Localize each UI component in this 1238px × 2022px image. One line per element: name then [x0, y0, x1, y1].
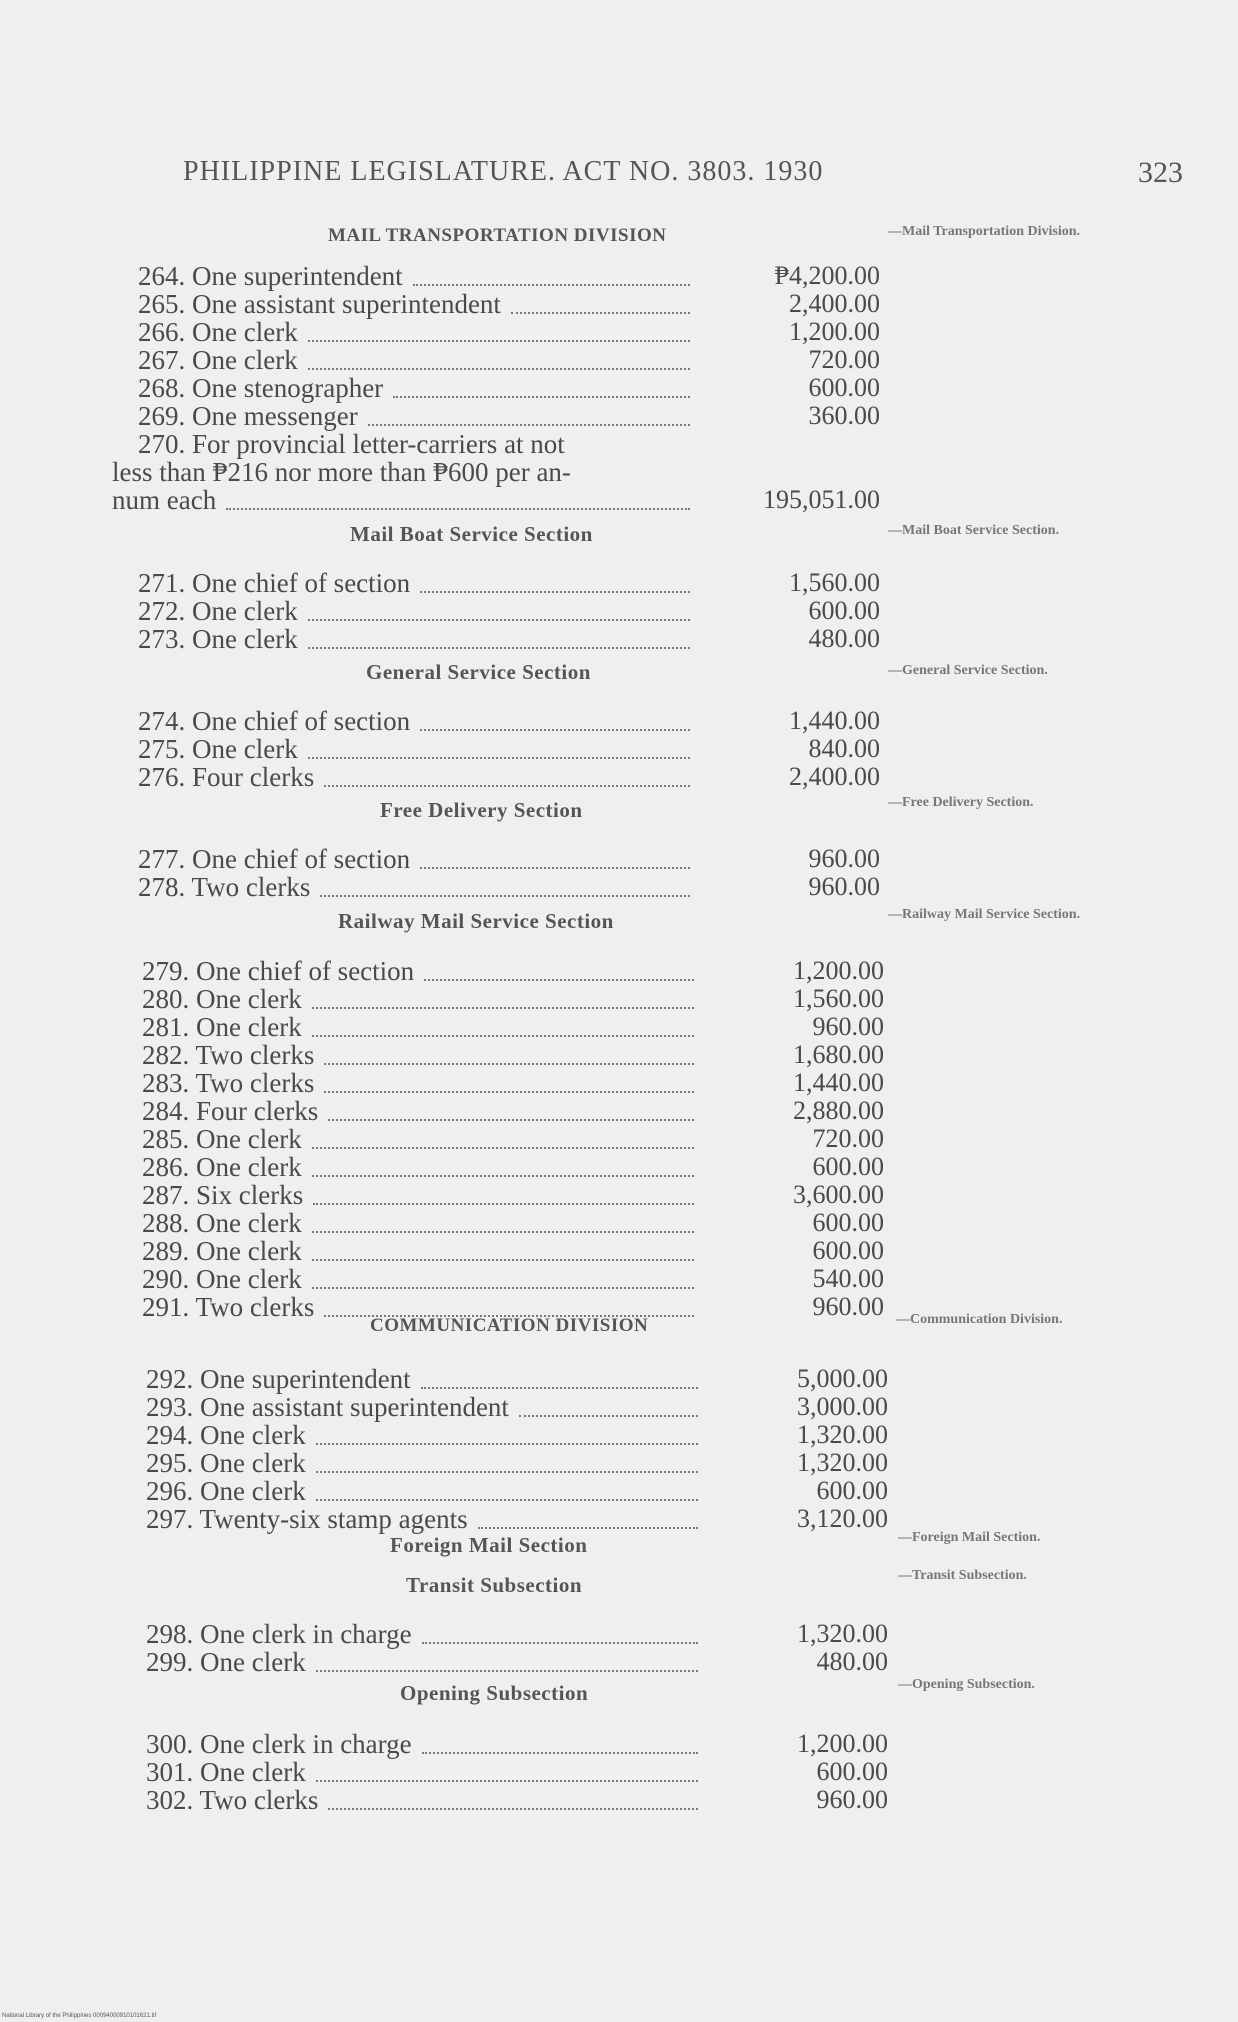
- section-heading-railway-mail: Railway Mail Service Section: [338, 909, 614, 933]
- entry-amount: 360.00: [808, 401, 880, 430]
- leader-dots: [316, 1471, 698, 1473]
- entry-label: 271. One chief of section: [138, 568, 411, 598]
- leader-dots: [316, 1670, 698, 1672]
- leader-dots: [420, 729, 690, 731]
- leader-dots: [316, 1443, 698, 1445]
- entry-label: 272. One clerk: [138, 596, 298, 626]
- entry-amount: 480.00: [816, 1647, 888, 1676]
- entry-amount: 600.00: [812, 1152, 884, 1181]
- leader-dots: [413, 284, 690, 286]
- entry-amount: 3,600.00: [793, 1180, 884, 1209]
- leader-dots: [324, 1091, 694, 1093]
- leader-dots: [328, 1808, 698, 1810]
- leader-dots: [308, 647, 690, 649]
- leader-dots: [324, 785, 690, 787]
- leader-dots: [316, 1780, 698, 1782]
- entry-amount: 3,120.00: [797, 1504, 888, 1533]
- entry-amount: 960.00: [808, 844, 880, 873]
- entry-label: 286. One clerk: [142, 1152, 302, 1182]
- entry-label: 298. One clerk in charge: [146, 1619, 412, 1649]
- entry-amount: 1,680.00: [793, 1040, 884, 1069]
- leader-dots: [393, 396, 690, 398]
- margin-note: —Transit Subsection.: [898, 1568, 1027, 1583]
- entry-amount: 1,560.00: [789, 568, 880, 597]
- section-heading-foreign-mail: Foreign Mail Section: [390, 1533, 588, 1557]
- leader-dots: [312, 1007, 694, 1009]
- entry-label: 301. One clerk: [146, 1757, 306, 1787]
- entry-amount: ₱4,200.00: [774, 261, 880, 290]
- entry-label: 275. One clerk: [138, 734, 298, 764]
- section-heading-communication: COMMUNICATION DIVISION: [370, 1315, 649, 1336]
- entry-label: 290. One clerk: [142, 1264, 302, 1294]
- entry-amount: 1,320.00: [797, 1619, 888, 1648]
- leader-dots: [478, 1527, 698, 1529]
- margin-note: —Free Delivery Section.: [888, 795, 1034, 810]
- entry-label: 288. One clerk: [142, 1208, 302, 1238]
- leader-dots: [421, 1387, 698, 1389]
- entry-label: 269. One messenger: [138, 401, 358, 431]
- entry-label: 291. Two clerks: [142, 1292, 315, 1322]
- entry-label: 287. Six clerks: [142, 1180, 304, 1210]
- entry-amount: 600.00: [808, 596, 880, 625]
- entry-amount: 1,320.00: [797, 1448, 888, 1477]
- leader-dots: [312, 1035, 694, 1037]
- entry-amount: 600.00: [812, 1208, 884, 1237]
- margin-note: —Foreign Mail Section.: [898, 1530, 1041, 1545]
- leader-dots: [308, 619, 690, 621]
- leader-dots: [312, 1259, 694, 1261]
- entry-label: 302. Two clerks: [146, 1785, 319, 1815]
- entry-label: num each: [112, 485, 217, 515]
- entry-label: 279. One chief of section: [142, 956, 415, 986]
- entry-amount: 480.00: [808, 624, 880, 653]
- entry-amount: 1,200.00: [789, 317, 880, 346]
- entry-amount: 960.00: [812, 1012, 884, 1041]
- entry-amount: 195,051.00: [763, 485, 880, 514]
- margin-note: —Opening Subsection.: [898, 1677, 1035, 1692]
- leader-dots: [328, 1119, 694, 1121]
- entry-amount: 2,400.00: [789, 762, 880, 791]
- entry-label: 292. One superintendent: [146, 1364, 411, 1394]
- entry-amount: 720.00: [812, 1124, 884, 1153]
- entry-label: 277. One chief of section: [138, 844, 411, 874]
- entry-amount: 960.00: [808, 872, 880, 901]
- entry-amount: 1,320.00: [797, 1420, 888, 1449]
- entry-amount: 2,400.00: [789, 289, 880, 318]
- entry-label: 285. One clerk: [142, 1124, 302, 1154]
- entry-label: less than ₱216 nor more than ₱600 per an-: [112, 457, 571, 487]
- section-heading-transit: Transit Subsection: [406, 1573, 583, 1597]
- margin-note: —Communication Division.: [896, 1312, 1063, 1327]
- entry-label: 278. Two clerks: [138, 872, 311, 902]
- leader-dots: [316, 1499, 698, 1501]
- entry-label: 274. One chief of section: [138, 706, 411, 736]
- margin-note: —Mail Boat Service Section.: [888, 523, 1060, 538]
- entry-amount: 540.00: [812, 1264, 884, 1293]
- leader-dots: [308, 368, 690, 370]
- leader-dots: [320, 895, 690, 897]
- entry-label: 280. One clerk: [142, 984, 302, 1014]
- entry-amount: 1,440.00: [793, 1068, 884, 1097]
- entry-amount: 600.00: [816, 1757, 888, 1786]
- section-heading-free-delivery: Free Delivery Section: [380, 798, 583, 822]
- section-heading-general-service: General Service Section: [366, 660, 591, 684]
- leader-dots: [420, 591, 690, 593]
- entry-amount: 3,000.00: [797, 1392, 888, 1421]
- leader-dots: [420, 867, 690, 869]
- entry-label: 299. One clerk: [146, 1647, 306, 1677]
- entry-label: 267. One clerk: [138, 345, 298, 375]
- margin-note: —Railway Mail Service Section.: [888, 907, 1081, 922]
- entry-amount: 5,000.00: [797, 1364, 888, 1393]
- leader-dots: [308, 340, 690, 342]
- leader-dots: [511, 312, 690, 314]
- leader-dots: [424, 979, 694, 981]
- section-heading-opening: Opening Subsection: [400, 1681, 589, 1705]
- scan-footer: National Library of the Philippines 00094000910101621.tif: [2, 2013, 157, 2019]
- entry-label: 295. One clerk: [146, 1448, 306, 1478]
- leader-dots: [226, 508, 690, 510]
- entry-amount: 1,560.00: [793, 984, 884, 1013]
- entry-label: 265. One assistant superintendent: [138, 289, 501, 319]
- leader-dots: [312, 1287, 694, 1289]
- entry-label: 289. One clerk: [142, 1236, 302, 1266]
- page-number: 323: [1138, 156, 1183, 189]
- entry-amount: 960.00: [816, 1785, 888, 1814]
- leader-dots: [312, 1175, 694, 1177]
- entry-label: 283. Two clerks: [142, 1068, 315, 1098]
- entry-label: 276. Four clerks: [138, 762, 315, 792]
- leader-dots: [313, 1203, 694, 1205]
- entry-label: 284. Four clerks: [142, 1096, 319, 1126]
- leader-dots: [312, 1147, 694, 1149]
- leader-dots: [422, 1642, 698, 1644]
- entry-label: 294. One clerk: [146, 1420, 306, 1450]
- leader-dots: [312, 1231, 694, 1233]
- entry-label: 268. One stenographer: [138, 373, 384, 403]
- entry-label: 273. One clerk: [138, 624, 298, 654]
- entry-label: 264. One superintendent: [138, 261, 403, 291]
- entry-label: 281. One clerk: [142, 1012, 302, 1042]
- margin-note: —Mail Transportation Division.: [888, 224, 1081, 239]
- entry-label: 270. For provincial letter-carriers at not: [138, 429, 565, 459]
- section-heading-mail-transportation: MAIL TRANSPORTATION DIVISION: [328, 225, 667, 246]
- entry-amount: 1,200.00: [797, 1729, 888, 1758]
- entry-amount: 600.00: [808, 373, 880, 402]
- entry-label: 300. One clerk in charge: [146, 1729, 412, 1759]
- entry-amount: 600.00: [816, 1476, 888, 1505]
- entry-amount: 1,200.00: [793, 956, 884, 985]
- entry-label: 293. One assistant superintendent: [146, 1392, 509, 1422]
- running-header: PHILIPPINE LEGISLATURE. ACT NO. 3803. 1930: [183, 156, 824, 187]
- leader-dots: [308, 757, 690, 759]
- leader-dots: [324, 1315, 694, 1317]
- entry-label: 296. One clerk: [146, 1476, 306, 1506]
- entry-amount: 600.00: [812, 1236, 884, 1265]
- leader-dots: [519, 1415, 698, 1417]
- leader-dots: [422, 1752, 698, 1754]
- entry-amount: 840.00: [808, 734, 880, 763]
- entry-amount: 1,440.00: [789, 706, 880, 735]
- entry-label: 266. One clerk: [138, 317, 298, 347]
- entry-amount: 720.00: [808, 345, 880, 374]
- margin-note: —General Service Section.: [888, 663, 1048, 678]
- entry-label: 282. Two clerks: [142, 1040, 315, 1070]
- section-heading-mail-boat: Mail Boat Service Section: [350, 522, 593, 546]
- entry-amount: 960.00: [812, 1292, 884, 1321]
- leader-dots: [368, 424, 690, 426]
- leader-dots: [324, 1063, 694, 1065]
- entry-amount: 2,880.00: [793, 1096, 884, 1125]
- entry-label: 297. Twenty-six stamp agents: [146, 1504, 468, 1534]
